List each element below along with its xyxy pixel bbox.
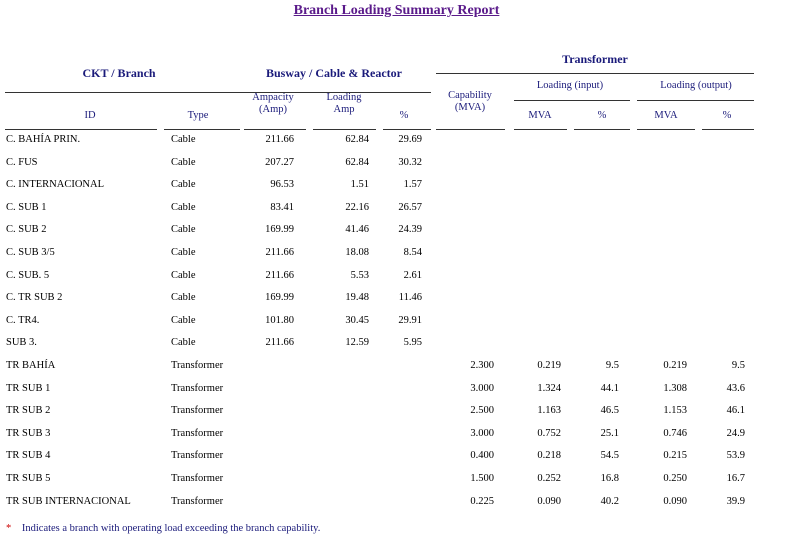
cell-input-pct: 16.8 — [600, 473, 619, 484]
cell-output-pct: 9.5 — [731, 360, 745, 371]
cell-ampacity: 211.66 — [265, 134, 294, 145]
cell-capability: 2.300 — [470, 360, 494, 371]
cell-input-mva: 0.090 — [537, 495, 561, 507]
col-loading-amp-header: Loading Amp — [326, 92, 362, 115]
cell-id: C. SUB 1 — [6, 201, 47, 213]
col-rule-ampacity — [244, 129, 306, 130]
col-capability-header: Capability (MVA) — [448, 90, 492, 113]
cell-pct: 29.91 — [398, 314, 422, 326]
col-output-mva-header: MVA — [654, 110, 678, 121]
cell-output-pct: 46.1 — [726, 405, 745, 417]
cell-type: Cable — [171, 156, 196, 168]
cell-input-mva: 0.252 — [537, 473, 561, 484]
col-input-pct-header: % — [597, 110, 607, 121]
cell-input-mva: 1.324 — [537, 382, 561, 394]
cell-loading-amp: 18.08 — [345, 247, 369, 258]
cell-id: C. SUB. 5 — [6, 269, 50, 281]
cell-output-mva: 0.746 — [663, 427, 687, 439]
col-rule-input-mva — [514, 129, 567, 130]
cell-capability: 2.500 — [470, 405, 494, 417]
cell-ampacity: 169.99 — [265, 292, 294, 304]
cell-ampacity: 169.99 — [265, 224, 294, 236]
cell-pct: 2.61 — [403, 269, 422, 281]
cell-output-mva: 1.153 — [663, 405, 687, 417]
cell-id: TR SUB 3 — [6, 427, 51, 439]
col-id-header: ID — [84, 110, 96, 121]
cell-loading-amp: 22.16 — [345, 201, 369, 213]
busway-cable-reactor-header: Busway / Cable & Reactor — [266, 66, 402, 80]
cell-output-mva: 0.219 — [663, 360, 687, 371]
cell-type: Transformer — [171, 427, 224, 439]
cell-type: Transformer — [171, 450, 224, 462]
cell-capability: 0.225 — [470, 495, 494, 507]
cell-type: Transformer — [171, 382, 224, 394]
cell-type: Cable — [171, 134, 196, 145]
cell-id: C. TR4. — [6, 314, 40, 326]
cell-loading-amp: 1.51 — [350, 179, 369, 191]
loading-output-header: Loading (output) — [660, 80, 732, 91]
cell-loading-amp: 5.53 — [350, 269, 369, 281]
cell-type: Cable — [171, 201, 196, 213]
footnote — [6, 523, 320, 534]
cell-type: Transformer — [171, 495, 224, 507]
cell-type: Cable — [171, 224, 196, 236]
cell-ampacity: 101.80 — [265, 314, 294, 326]
cell-type: Cable — [171, 179, 196, 191]
cell-loading-amp: 62.84 — [345, 156, 369, 168]
cell-id: TR SUB 1 — [6, 382, 51, 394]
cell-pct: 30.32 — [398, 156, 422, 168]
cell-input-mva: 0.219 — [537, 360, 561, 371]
loading-input-rule — [514, 100, 630, 101]
col-rule-output-mva — [637, 129, 695, 130]
transformer-group-rule — [436, 73, 754, 74]
col-type-header: Type — [187, 110, 209, 121]
cell-loading-amp: 30.45 — [345, 314, 369, 326]
cell-type: Transformer — [171, 360, 224, 371]
cell-id: C. BAHÍA PRIN. — [6, 134, 81, 145]
col-rule-type — [164, 129, 240, 130]
col-rule-output-pct — [702, 129, 754, 130]
cell-loading-amp: 19.48 — [345, 292, 369, 304]
cell-input-pct: 46.5 — [600, 405, 619, 417]
cell-capability: 3.000 — [470, 427, 494, 439]
footnote-text: Indicates a branch with operating load exceeding the branch capability. — [21, 523, 321, 534]
cell-ampacity: 207.27 — [265, 156, 294, 168]
cell-input-mva: 0.752 — [537, 427, 561, 439]
cell-output-pct: 39.9 — [726, 495, 745, 507]
cell-id: C. TR SUB 2 — [6, 292, 63, 304]
cell-pct: 26.57 — [398, 201, 422, 213]
col-output-pct-header: % — [722, 110, 732, 121]
cell-ampacity: 211.66 — [265, 337, 294, 349]
cell-output-mva: 0.215 — [663, 450, 687, 462]
footnote-symbol: * — [6, 523, 12, 534]
cell-output-pct: 16.7 — [726, 473, 745, 484]
cell-ampacity: 211.66 — [265, 247, 294, 258]
cell-pct: 29.69 — [398, 134, 422, 145]
cell-id: C. SUB 3/5 — [6, 247, 55, 258]
cell-type: Cable — [171, 269, 196, 281]
cell-capability: 0.400 — [470, 450, 494, 462]
cell-id: TR SUB INTERNACIONAL — [6, 495, 131, 507]
cell-pct: 24.39 — [398, 224, 422, 236]
col-input-mva-header: MVA — [528, 110, 552, 121]
loading-input-header: Loading (input) — [536, 80, 604, 91]
cell-capability: 3.000 — [470, 382, 494, 394]
cell-id: C. INTERNACIONAL — [6, 179, 104, 191]
loading-output-rule — [637, 100, 754, 101]
cell-pct: 11.46 — [398, 292, 422, 304]
cell-id: TR BAHÍA — [6, 360, 56, 371]
cell-input-pct: 25.1 — [600, 427, 619, 439]
cell-id: TR SUB 5 — [6, 473, 51, 484]
cell-type: Cable — [171, 247, 196, 258]
cell-type: Transformer — [171, 405, 224, 417]
cell-type: Transformer — [171, 473, 224, 484]
cell-pct: 1.57 — [403, 179, 422, 191]
cell-loading-amp: 62.84 — [345, 134, 369, 145]
cell-output-pct: 53.9 — [726, 450, 745, 462]
col-rule-input-pct — [574, 129, 630, 130]
cell-output-pct: 43.6 — [726, 382, 745, 394]
cell-ampacity: 83.41 — [270, 201, 294, 213]
cell-output-mva: 1.308 — [663, 382, 687, 394]
cell-loading-amp: 41.46 — [345, 224, 369, 236]
col-rule-id — [5, 129, 157, 130]
cell-type: Cable — [171, 314, 196, 326]
cell-output-mva: 0.090 — [663, 495, 687, 507]
cell-input-pct: 40.2 — [600, 495, 619, 507]
cell-id: C. SUB 2 — [6, 224, 47, 236]
cell-capability: 1.500 — [470, 473, 494, 484]
report-title: Branch Loading Summary Report — [293, 3, 500, 18]
cell-output-mva: 0.250 — [663, 473, 687, 484]
cell-loading-amp: 12.59 — [345, 337, 369, 349]
col-ampacity-header: Ampacity (Amp) — [252, 92, 294, 115]
cell-input-mva: 1.163 — [537, 405, 561, 417]
cell-input-mva: 0.218 — [537, 450, 561, 462]
cell-input-pct: 9.5 — [605, 360, 619, 371]
transformer-header: Transformer — [562, 52, 628, 66]
cell-pct: 8.54 — [403, 247, 422, 258]
cell-input-pct: 54.5 — [600, 450, 619, 462]
cell-ampacity: 96.53 — [270, 179, 294, 191]
ckt-branch-header: CKT / Branch — [82, 66, 156, 80]
col-rule-loading — [313, 129, 376, 130]
cell-id: C. FUS — [6, 156, 38, 168]
cell-output-pct: 24.9 — [726, 427, 745, 439]
col-rule-pct — [383, 129, 431, 130]
cell-id: SUB 3. — [6, 337, 37, 349]
cell-ampacity: 211.66 — [265, 269, 294, 281]
cell-type: Cable — [171, 337, 196, 349]
cell-type: Cable — [171, 292, 196, 304]
cell-id: TR SUB 4 — [6, 450, 51, 462]
cell-pct: 5.95 — [403, 337, 422, 349]
col-pct-header: % — [399, 110, 409, 121]
col-rule-capability — [436, 129, 505, 130]
cell-input-pct: 44.1 — [600, 382, 619, 394]
cell-id: TR SUB 2 — [6, 405, 51, 417]
